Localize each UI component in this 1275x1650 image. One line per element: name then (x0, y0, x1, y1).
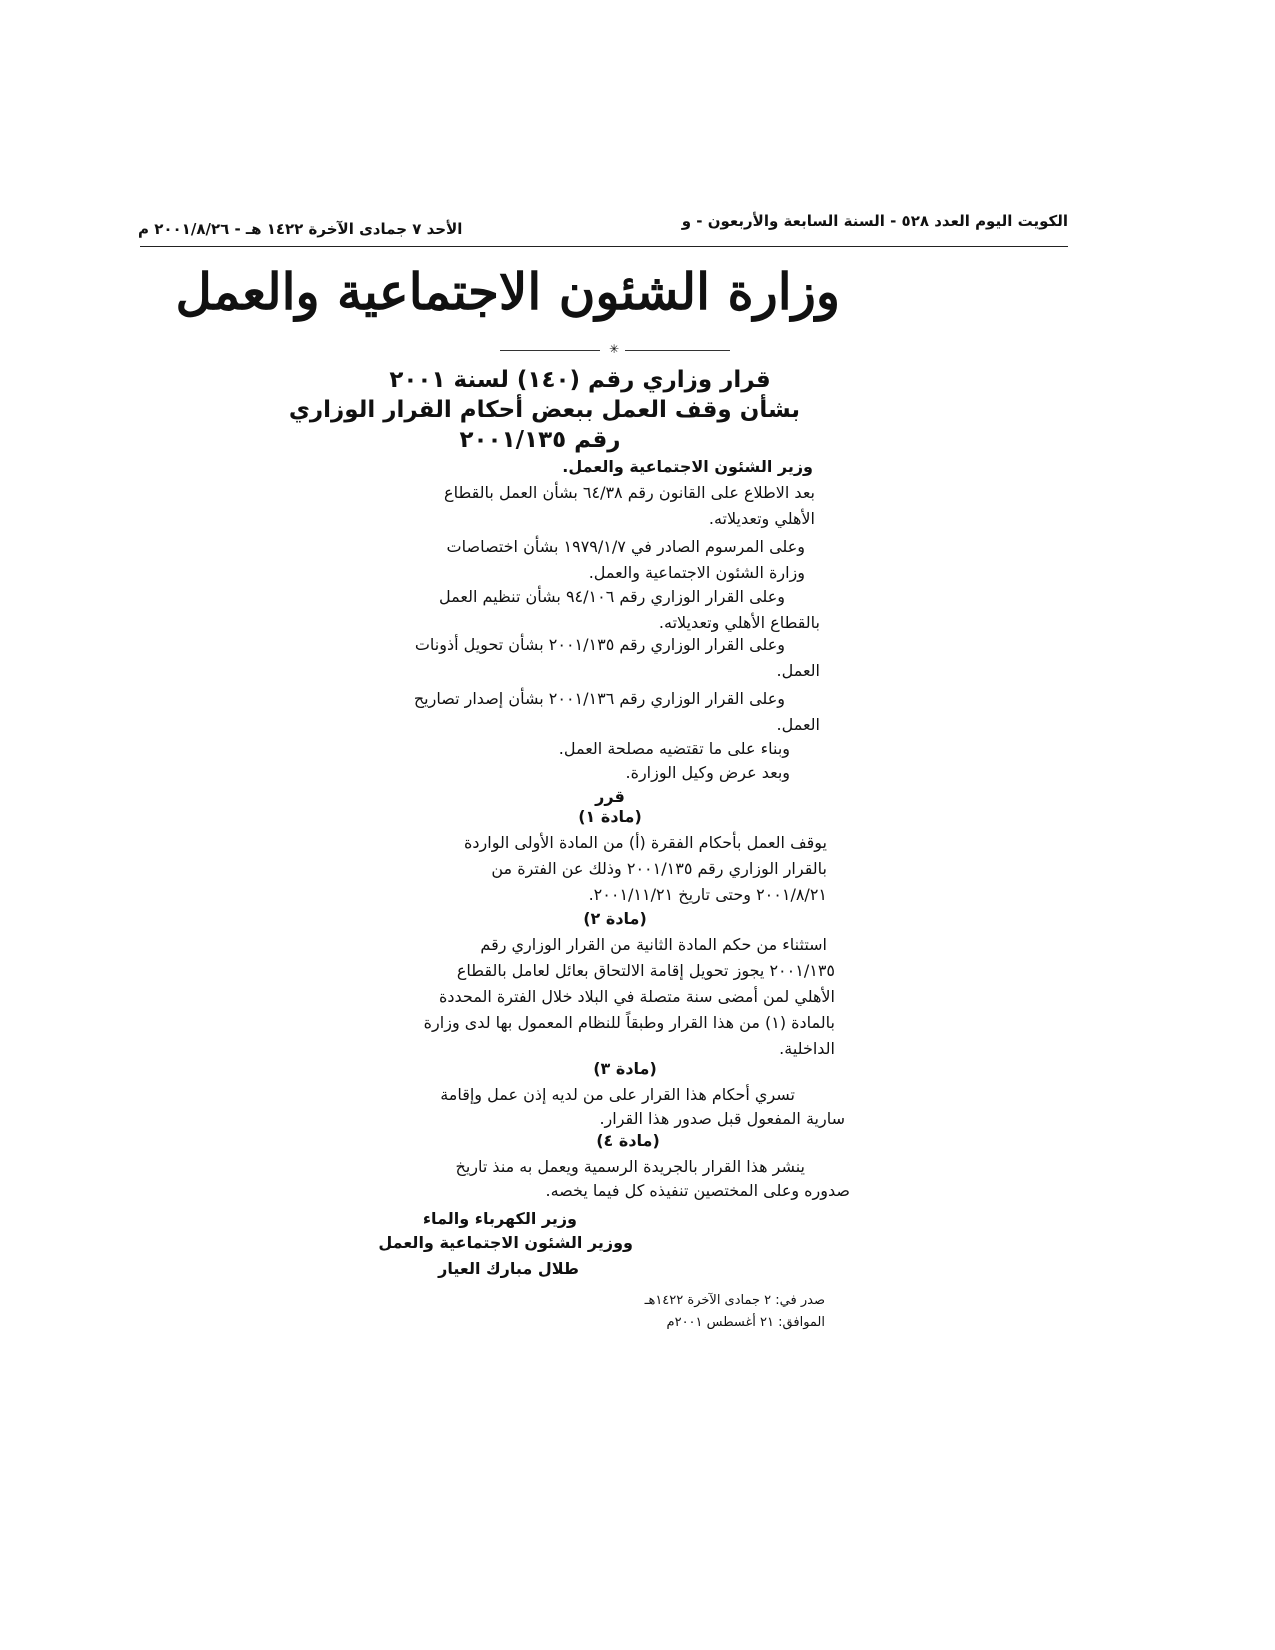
signatory-title-2: ووزير الشئون الاجتماعية والعمل (378, 1233, 633, 1252)
article-1-line1: يوقف العمل بأحكام الفقرة (أ) من المادة الأولى الواردة (464, 833, 827, 852)
resolved-heading: قرر (595, 787, 625, 806)
article-1-line3: ٢٠٠١/٨/٢١ وحتى تاريخ ٢٠٠١/١١/٢١. (588, 885, 827, 904)
basis-interest: وبناء على ما تقتضيه مصلحة العمل. (558, 739, 790, 758)
preamble-3-line2: بالقطاع الأهلي وتعديلاته. (658, 613, 820, 632)
signatory-name: طلال مبارك العيار (438, 1259, 579, 1278)
preamble-2-line2: وزارة الشئون الاجتماعية والعمل. (588, 563, 805, 582)
preamble-5-line1: وعلى القرار الوزاري رقم ٢٠٠١/١٣٦ بشأن إصدار تصاريح (413, 689, 785, 708)
decision-reference: رقم ٢٠٠١/١٣٥ (459, 427, 621, 453)
preamble-5-line2: العمل. (776, 715, 820, 734)
article-2-line3: الأهلي لمن أمضى سنة متصلة في البلاد خلال الفترة المحددة (438, 987, 835, 1006)
issuer: وزير الشئون الاجتماعية والعمل. (562, 457, 813, 476)
article-4-line2: صدوره وعلى المختصين تنفيذه كل فيما يخصه. (545, 1181, 850, 1200)
preamble-1-line2: الأهلي وتعديلاته. (708, 509, 815, 528)
decision-subject: بشأن وقف العمل ببعض أحكام القرار الوزاري (288, 397, 800, 423)
article-1-line2: بالقرار الوزاري رقم ٢٠٠١/١٣٥ وذلك عن الفترة من (491, 859, 827, 878)
ministry-title: وزارة الشئون الاجتماعية والعمل (175, 262, 840, 321)
article-1-heading: (مادة ١) (578, 807, 642, 826)
preamble-4-line2: العمل. (776, 661, 820, 680)
issued-gregorian-date: الموافق: ٢١ أغسطس ٢٠٠١م (666, 1315, 825, 1330)
article-3-heading: (مادة ٣) (593, 1059, 657, 1078)
article-2-line2: ٢٠٠١/١٣٥ يجوز تحويل إقامة الالتحاق بعائل لعامل بالقطاع (456, 961, 835, 980)
issue-date: الأحد ٧ جمادى الآخرة ١٤٢٢ هـ - ٢٠٠١/٨/٢٦ م (138, 220, 463, 238)
preamble-2-line1: وعلى المرسوم الصادر في ١٩٧٩/١/٧ بشأن اختصاصات (446, 537, 805, 556)
header-divider (140, 246, 1068, 247)
issued-hijri-date: صدر في: ٢ جمادى الآخرة ١٤٢٢هـ (644, 1293, 825, 1308)
ornament-star-icon: ✳ (609, 342, 620, 356)
basis-undersecretary: وبعد عرض وكيل الوزارة. (625, 763, 790, 782)
article-4-line1: ينشر هذا القرار بالجريدة الرسمية ويعمل به منذ تاريخ (455, 1157, 805, 1176)
title-ornament (500, 342, 730, 357)
preamble-4-line1: وعلى القرار الوزاري رقم ٢٠٠١/١٣٥ بشأن تحويل أذونات (414, 635, 785, 654)
article-2-line5: الداخلية. (779, 1039, 835, 1058)
article-4-heading: (مادة ٤) (596, 1131, 660, 1150)
article-2-line4: بالمادة (١) من هذا القرار وطبقاً للنظام المعمول بها لدى وزارة (423, 1013, 835, 1032)
article-3-line1: تسري أحكام هذا القرار على من لديه إذن عمل وإقامة (440, 1085, 795, 1104)
issue-info: الكويت اليوم العدد ٥٢٨ - السنة السابعة والأربعون - و (681, 212, 1068, 230)
preamble-1-line1: بعد الاطلاع على القانون رقم ٦٤/٣٨ بشأن العمل بالقطاع (444, 483, 815, 502)
preamble-3-line1: وعلى القرار الوزاري رقم ٩٤/١٠٦ بشأن تنظيم العمل (439, 587, 785, 606)
signatory-title-1: وزير الكهرباء والماء (422, 1209, 577, 1228)
article-2-heading: (مادة ٢) (583, 909, 647, 928)
article-2-line1: استثناء من حكم المادة الثانية من القرار الوزاري رقم (480, 935, 827, 954)
gazette-header (138, 212, 1068, 242)
article-3-line2: سارية المفعول قبل صدور هذا القرار. (599, 1109, 845, 1128)
decision-title: قرار وزاري رقم (١٤٠) لسنة ٢٠٠١ (389, 367, 771, 393)
